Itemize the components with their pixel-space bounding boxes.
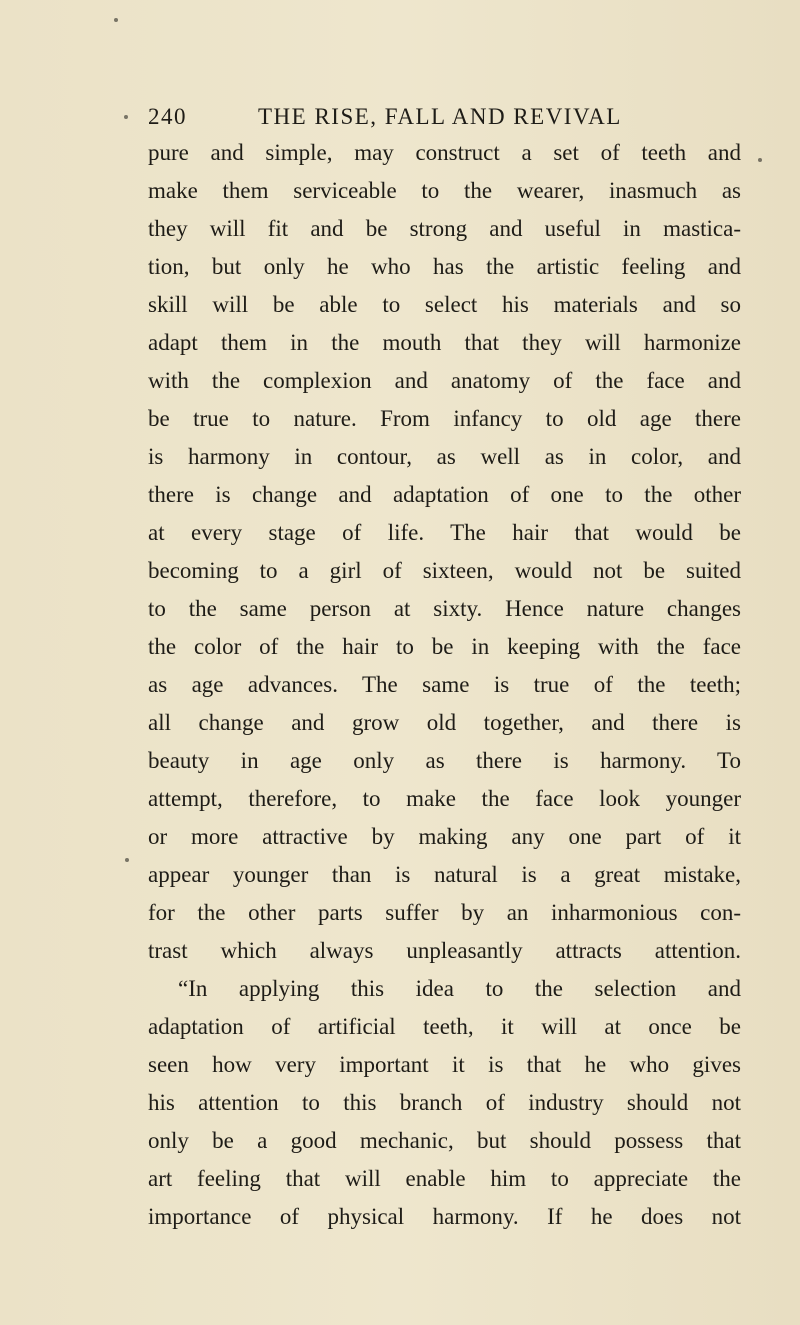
text-line: at every stage of life. The hair that would be: [148, 520, 741, 545]
paper-speck: [125, 858, 129, 862]
text-line: adaptation of artificial teeth, it will at once be: [148, 1014, 741, 1039]
text-line: or more attractive by making any one part of it: [148, 824, 741, 849]
text-line: pure and simple, may construct a set of teeth and: [148, 140, 741, 165]
text-line: his attention to this branch of industry should not: [148, 1090, 741, 1115]
paper-speck: [124, 115, 128, 119]
text-line: only be a good mechanic, but should possess that: [148, 1128, 741, 1153]
text-line: importance of physical harmony. If he does not: [148, 1204, 741, 1229]
paper-speck: [758, 158, 762, 162]
text-line: to the same person at sixty. Hence nature changes: [148, 596, 741, 621]
text-line: all change and grow old together, and there is: [148, 710, 741, 735]
text-line: the color of the hair to be in keeping with the face: [148, 634, 741, 659]
text-line: as age advances. The same is true of the teeth;: [148, 672, 741, 697]
text-line: they will fit and be strong and useful in mastica-: [148, 216, 741, 241]
text-line: attempt, therefore, to make the face look younger: [148, 786, 741, 811]
text-line: tion, but only he who has the artistic feeling and: [148, 254, 741, 279]
text-line: beauty in age only as there is harmony. To: [148, 748, 741, 773]
running-title: THE RISE, FALL AND REVIVAL: [258, 104, 622, 129]
text-line: appear younger than is natural is a great mistake,: [148, 862, 741, 887]
text-line: adapt them in the mouth that they will harmonize: [148, 330, 741, 355]
text-line: seen how very important it is that he who gives: [148, 1052, 741, 1077]
text-line: there is change and adaptation of one to the other: [148, 482, 741, 507]
text-line: with the complexion and anatomy of the face and: [148, 368, 741, 393]
text-line: make them serviceable to the wearer, inasmuch as: [148, 178, 741, 203]
text-line: be true to nature. From infancy to old age there: [148, 406, 741, 431]
text-line: art feeling that will enable him to appreciate the: [148, 1166, 741, 1191]
text-line: for the other parts suffer by an inharmonious con-: [148, 900, 741, 925]
text-line: becoming to a girl of sixteen, would not be suited: [148, 558, 741, 583]
page-number: 240: [148, 104, 187, 129]
text-line-paragraph-start: “In applying this idea to the selection and: [178, 976, 741, 1001]
text-line: skill will be able to select his materials and so: [148, 292, 741, 317]
paper-speck: [114, 18, 118, 22]
running-head: [148, 100, 668, 134]
text-line: is harmony in contour, as well as in color, and: [148, 444, 741, 469]
text-line: trast which always unpleasantly attracts attention.: [148, 938, 741, 963]
body-text: [148, 134, 741, 1236]
